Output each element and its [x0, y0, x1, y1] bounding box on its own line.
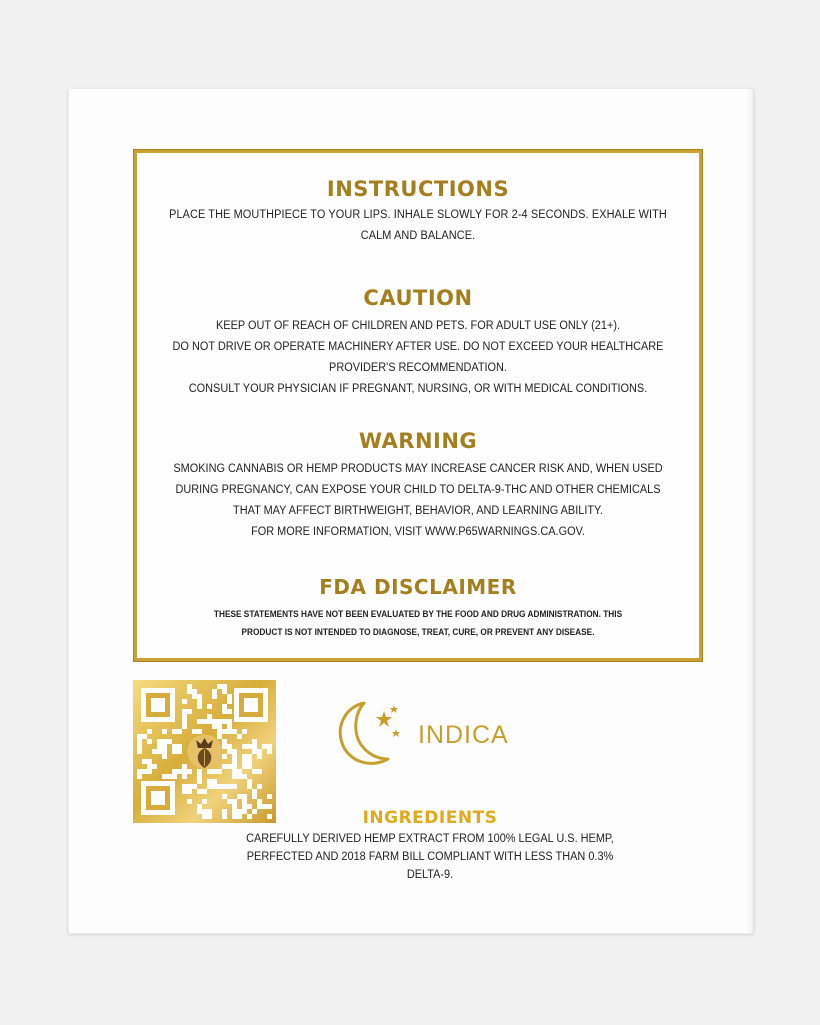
- strain-label: INDICA: [418, 721, 509, 749]
- qr-module: [197, 694, 202, 699]
- qr-module: [252, 749, 257, 754]
- qr-module: [217, 769, 222, 774]
- qr-module: [182, 789, 187, 794]
- qr-module: [267, 749, 272, 754]
- qr-module: [232, 729, 237, 734]
- fda-disclaimer-section: [137, 575, 699, 641]
- qr-module: [227, 724, 232, 729]
- qr-module: [217, 724, 222, 729]
- qr-module: [202, 719, 207, 724]
- fda-disclaimer-heading: FDA DISCLAIMER: [319, 575, 517, 599]
- warning-section: [137, 429, 699, 543]
- qr-module: [222, 764, 227, 769]
- qr-module: [187, 769, 192, 774]
- qr-module: [212, 689, 217, 694]
- qr-module: [207, 784, 212, 789]
- qr-module: [202, 789, 207, 794]
- qr-module: [227, 719, 232, 724]
- qr-module: [182, 699, 187, 704]
- qr-module: [227, 744, 232, 749]
- qr-module: [162, 754, 167, 759]
- qr-module: [212, 694, 217, 699]
- qr-module: [212, 724, 217, 729]
- qr-module: [197, 804, 202, 809]
- qr-module: [222, 739, 227, 744]
- crown-leaf-logo-icon: [188, 735, 222, 769]
- qr-module: [202, 799, 207, 804]
- instructions-section: [137, 177, 699, 247]
- qr-module: [207, 719, 212, 724]
- qr-module: [232, 769, 237, 774]
- qr-module: [222, 704, 227, 709]
- qr-module: [187, 684, 192, 689]
- qr-module: [147, 729, 152, 734]
- qr-module: [197, 729, 202, 734]
- qr-module: [137, 749, 142, 754]
- qr-module: [177, 749, 182, 754]
- warning-heading: WARNING: [358, 429, 478, 453]
- qr-module: [252, 789, 257, 794]
- qr-module: [217, 784, 222, 789]
- caution-section: [137, 286, 699, 400]
- qr-module: [137, 739, 142, 744]
- qr-module: [207, 714, 212, 719]
- qr-module: [217, 719, 222, 724]
- qr-module: [192, 694, 197, 699]
- qr-module: [182, 774, 187, 779]
- qr-module: [172, 769, 177, 774]
- qr-module: [162, 744, 167, 749]
- qr-module: [227, 784, 232, 789]
- qr-module: [242, 744, 247, 749]
- qr-module: [237, 794, 242, 799]
- strain-indicator: [330, 693, 540, 778]
- qr-module: [257, 769, 262, 774]
- qr-module: [217, 734, 222, 739]
- qr-module: [182, 769, 187, 774]
- qr-module: [197, 704, 202, 709]
- qr-module: [207, 769, 212, 774]
- qr-module: [247, 744, 252, 749]
- qr-module: [192, 784, 197, 789]
- caution-heading: CAUTION: [363, 286, 473, 310]
- qr-module: [137, 774, 142, 779]
- qr-module: [212, 769, 217, 774]
- qr-module: [177, 769, 182, 774]
- qr-module: [222, 754, 227, 759]
- qr-module: [252, 739, 257, 744]
- qr-module: [232, 749, 237, 754]
- qr-module: [247, 764, 252, 769]
- qr-module: [157, 744, 162, 749]
- instructions-heading: INSTRUCTIONS: [326, 177, 510, 201]
- qr-module: [137, 769, 142, 774]
- qr-module: [257, 799, 262, 804]
- qr-module: [242, 774, 247, 779]
- qr-module: [147, 739, 152, 744]
- qr-module: [222, 794, 227, 799]
- qr-code-pattern: [133, 680, 276, 823]
- qr-module: [257, 754, 262, 759]
- qr-module: [162, 729, 167, 734]
- qr-module: [227, 694, 232, 699]
- ingredients-section: [220, 808, 640, 884]
- qr-module: [222, 744, 227, 749]
- qr-module: [162, 739, 167, 744]
- qr-module: [162, 774, 167, 779]
- qr-module: [182, 714, 187, 719]
- qr-module: [232, 784, 237, 789]
- qr-module: [207, 814, 212, 819]
- qr-module: [232, 774, 237, 779]
- qr-module: [227, 729, 232, 734]
- qr-module: [197, 769, 202, 774]
- qr-module: [197, 809, 202, 814]
- qr-module: [267, 794, 272, 799]
- qr-module: [167, 774, 172, 779]
- qr-module: [212, 779, 217, 784]
- qr-module: [222, 684, 227, 689]
- qr-module: [222, 709, 227, 714]
- qr-module: [222, 689, 227, 694]
- qr-module: [257, 784, 262, 789]
- qr-module: [242, 729, 247, 734]
- qr-module: [222, 784, 227, 789]
- qr-module: [182, 784, 187, 789]
- qr-module: [147, 769, 152, 774]
- qr-module: [207, 809, 212, 814]
- qr-module: [242, 754, 247, 759]
- crescent-moon-stars-icon: [330, 693, 410, 778]
- qr-module: [232, 799, 237, 804]
- qr-module: [237, 734, 242, 739]
- qr-module: [187, 709, 192, 714]
- qr-module: [147, 764, 152, 769]
- qr-module: [192, 689, 197, 694]
- qr-module: [187, 789, 192, 794]
- qr-module: [162, 749, 167, 754]
- qr-module: [242, 799, 247, 804]
- qr-module: [172, 774, 177, 779]
- qr-module: [192, 729, 197, 734]
- ingredients-text: CAREFULLY DERIVED HEMP EXTRACT FROM 100% LEGAL U.S. HEMP, PERFECTED AND 2018 FARM BILL COMPLIANT WITH LESS THAN 0.3% DELTA-9.: [246, 833, 614, 881]
- qr-module: [187, 689, 192, 694]
- qr-module: [242, 759, 247, 764]
- qr-module: [227, 699, 232, 704]
- qr-module: [227, 709, 232, 714]
- warning-text: SMOKING CANNABIS OR HEMP PRODUCTS MAY INCREASE CANCER RISK AND, WHEN USED DURING PREGNANCY, CAN EXPOSE YOUR CHILD TO DELTA-9-THC AND OTHER CHEMICALS THAT MAY AFFECT BIRTHWEIGHT, BEHAVIOR, AND LEARNING ABILITY. FOR MORE INFORMATION, VISIT WWW.P65WARNINGS.CA.GOV.: [173, 463, 663, 538]
- qr-module: [177, 729, 182, 734]
- qr-module: [207, 779, 212, 784]
- qr-module: [247, 784, 252, 789]
- qr-module: [137, 744, 142, 749]
- qr-module: [182, 709, 187, 714]
- qr-module: [172, 744, 177, 749]
- qr-code-icon[interactable]: [133, 680, 276, 823]
- qr-module: [197, 779, 202, 784]
- qr-module: [152, 764, 157, 769]
- qr-module: [182, 719, 187, 724]
- qr-module: [197, 774, 202, 779]
- qr-module: [157, 749, 162, 754]
- caution-text: KEEP OUT OF REACH OF CHILDREN AND PETS. FOR ADULT USE ONLY (21+). DO NOT DRIVE OR OPERATE MACHINERY AFTER USE. DO NOT EXCEED YOUR HEALTHCARE PROVIDER'S RECOMMENDATION. CONSULT YOUR PHYSICIAN IF PREGNANT, NURSING, OR WITH MEDICAL CONDITIONS.: [172, 320, 664, 395]
- qr-module: [252, 794, 257, 799]
- qr-module: [232, 764, 237, 769]
- qr-module: [197, 789, 202, 794]
- qr-module: [222, 719, 227, 724]
- qr-module: [142, 769, 147, 774]
- qr-module: [232, 759, 237, 764]
- qr-module: [142, 759, 147, 764]
- qr-module: [247, 779, 252, 784]
- label-panel: [133, 149, 703, 662]
- qr-module: [227, 799, 232, 804]
- qr-module: [182, 764, 187, 769]
- qr-module: [187, 799, 192, 804]
- qr-module: [252, 744, 257, 749]
- qr-module: [207, 704, 212, 709]
- qr-module: [217, 729, 222, 734]
- qr-module: [142, 734, 147, 739]
- qr-module: [182, 724, 187, 729]
- qr-module: [212, 784, 217, 789]
- qr-module: [257, 749, 262, 754]
- qr-module: [217, 684, 222, 689]
- qr-module: [137, 734, 142, 739]
- qr-module: [227, 764, 232, 769]
- qr-module: [242, 764, 247, 769]
- qr-module: [172, 729, 177, 734]
- qr-module: [147, 759, 152, 764]
- qr-module: [267, 744, 272, 749]
- qr-module: [172, 749, 177, 754]
- qr-module: [197, 699, 202, 704]
- qr-module: [237, 774, 242, 779]
- qr-module: [167, 739, 172, 744]
- qr-module: [157, 739, 162, 744]
- ingredients-heading: INGREDIENTS: [362, 808, 498, 828]
- qr-module: [187, 784, 192, 789]
- qr-module: [227, 749, 232, 754]
- qr-module: [212, 719, 217, 724]
- qr-module: [177, 744, 182, 749]
- qr-module: [247, 759, 252, 764]
- qr-module: [242, 794, 247, 799]
- qr-module: [197, 719, 202, 724]
- qr-module: [202, 809, 207, 814]
- qr-module: [202, 814, 207, 819]
- qr-module: [247, 754, 252, 759]
- fda-disclaimer-text: THESE STATEMENTS HAVE NOT BEEN EVALUATED BY THE FOOD AND DRUG ADMINISTRATION. THIS PRODUCT IS NOT INTENDED TO DIAGNOSE, TREAT, CURE, OR PREVENT ANY DISEASE.: [213, 609, 623, 637]
- qr-module: [222, 729, 227, 734]
- qr-module: [262, 744, 267, 749]
- qr-module: [237, 769, 242, 774]
- qr-module: [232, 754, 237, 759]
- instructions-text: PLACE THE MOUTHPIECE TO YOUR LIPS. INHALE SLOWLY FOR 2-4 SECONDS. EXHALE WITH CALM AND BALANCE.: [169, 209, 667, 242]
- qr-module: [252, 769, 257, 774]
- qr-module: [152, 749, 157, 754]
